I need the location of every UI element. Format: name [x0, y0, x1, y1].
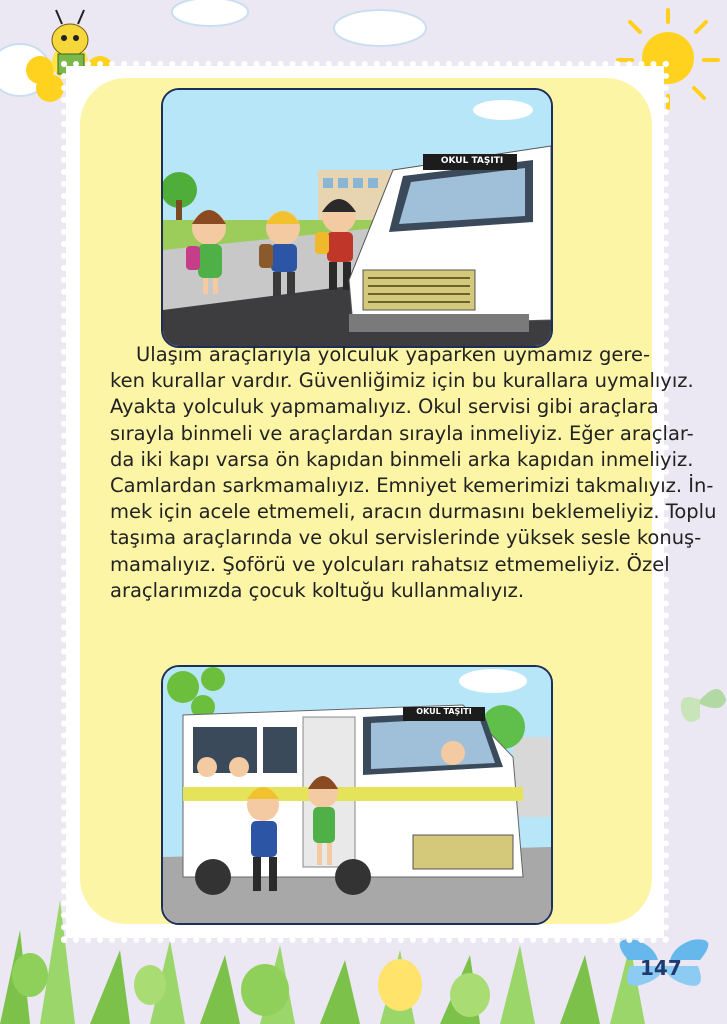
paragraph-line: mek için acele etmemeli, aracın durmasını beklemeliyiz. Toplu — [110, 500, 717, 524]
tulip-icon — [12, 953, 490, 1017]
paragraph-line: araçlarımızda çocuk koltuğu kullanmalıyız. — [110, 578, 525, 602]
bottom-illustration — [161, 665, 553, 925]
bus-sign: OKUL TAŞITI — [416, 707, 472, 716]
top-illustration — [161, 88, 553, 348]
paragraph-line: Camlardan sarkmamalıyız. Emniyet kemerimizi takmalıyız. İn- — [110, 474, 714, 498]
paragraph-line: ken kurallar vardır. Güvenliğimiz için bu kurallara uymalıyız. — [110, 369, 694, 393]
paragraph-line: da iki kapı varsa ön kapıdan binmeli arka kapıdan inmeliyiz. — [110, 447, 694, 471]
page-number: 147 — [640, 956, 682, 980]
school-bus-icon — [183, 705, 523, 895]
paragraph-line: mamalıyız. Şoförü ve yolcuları rahatsız etmemeliyiz. Özel — [110, 552, 670, 576]
paragraph-line: taşıma araçlarında ve okul servislerinde yüksek sesle konuş- — [110, 526, 702, 550]
butterfly-icon — [681, 689, 726, 722]
paragraph — [110, 342, 717, 604]
paragraph-line: Ayakta yolculuk yapmamalıyız. Okul servisi gibi araçlara — [110, 395, 659, 419]
paragraph-line: sırayla binmeli ve araçlardan sırayla inmeliyiz. Eğer araçlar- — [110, 421, 694, 445]
paragraph-line: Ulaşım araçlarıyla yolculuk yaparken uymamız gere- — [136, 343, 650, 366]
bus-sign: OKUL TAŞITI — [440, 156, 504, 166]
